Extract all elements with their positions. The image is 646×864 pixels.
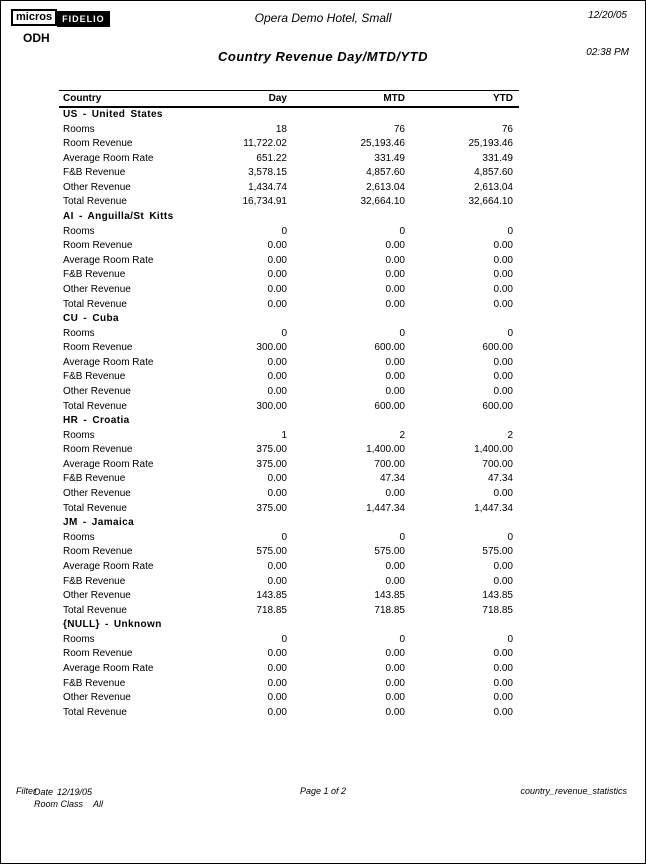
metric-value: 0.00 [385,385,405,397]
footer-filter-label: Filter [16,786,36,796]
metric-value: 25,193.46 [468,138,513,150]
metric-value: 0.00 [385,269,405,281]
metric-value: 0.00 [385,488,405,500]
metric-label: Other Revenue [63,283,131,295]
metric-value: 0.00 [385,706,405,718]
metric-value: 143.85 [374,590,405,602]
metric-value: 0.00 [385,240,405,252]
metric-value: 0.00 [267,371,287,383]
metric-value: 0.00 [385,692,405,704]
metric-row [59,443,519,458]
fidelio-logo-text: FIDELIO [57,11,110,27]
metric-value: 0.00 [493,240,513,252]
metric-label: F&B Revenue [63,575,126,587]
country-section-row [59,618,519,633]
property-code: ODH [23,31,50,45]
metric-value: 600.00 [482,342,513,354]
metric-label: Rooms [63,429,95,441]
metric-value: 0 [281,327,287,339]
metric-value: 0.00 [493,356,513,368]
metric-row [59,400,519,415]
metric-value: 375.00 [256,458,287,470]
metric-label: Room Revenue [63,342,133,354]
metric-value: 0.00 [385,356,405,368]
metric-value: 0.00 [493,648,513,660]
metric-value: 0.00 [267,662,287,674]
metric-value: 0.00 [493,385,513,397]
metric-value: 0 [281,225,287,237]
metric-value: 651.22 [256,152,287,164]
metric-value: 0.00 [267,269,287,281]
metric-label: Other Revenue [63,385,131,397]
metric-value: 0.00 [493,677,513,689]
metric-row [59,487,519,502]
metric-row [59,181,519,196]
metric-row [59,633,519,648]
metric-value: 32,664.10 [360,196,405,208]
metric-label: F&B Revenue [63,269,126,281]
country-section-row [59,516,519,531]
metric-label: Room Revenue [63,240,133,252]
footer-room-class-label: Room Class [34,799,84,809]
metric-row [59,327,519,342]
metric-value: 143.85 [482,590,513,602]
country-name: CU - Cuba [63,313,119,325]
metric-label: F&B Revenue [63,371,126,383]
column-header-country: Country [63,93,102,104]
metric-label: Rooms [63,225,95,237]
metric-label: Average Room Rate [63,662,154,674]
metric-value: 575.00 [256,546,287,558]
metric-value: 600.00 [374,400,405,412]
metric-value: 0 [399,633,405,645]
metric-value: 718.85 [256,604,287,616]
metric-value: 0 [399,225,405,237]
metric-value: 25,193.46 [360,138,405,150]
footer-room-class-line [34,798,103,810]
country-section-row [59,210,519,225]
metric-value: 0.00 [493,662,513,674]
metric-row [59,706,519,721]
metric-label: Average Room Rate [63,458,154,470]
metric-label: Total Revenue [63,400,127,412]
metric-label: F&B Revenue [63,167,126,179]
metric-label: Average Room Rate [63,356,154,368]
metric-value: 0.00 [385,371,405,383]
metric-value: 375.00 [256,444,287,456]
metric-row [59,575,519,590]
metric-value: 4,857.60 [366,167,405,179]
metric-row [59,604,519,619]
metric-value: 0.00 [385,575,405,587]
metric-row [59,385,519,400]
metric-row [59,195,519,210]
metric-value: 0.00 [493,283,513,295]
country-section-row [59,312,519,327]
metric-value: 0.00 [267,385,287,397]
metric-row [59,298,519,313]
metric-label: Room Revenue [63,444,133,456]
report-title: Country Revenue Day/MTD/YTD [218,49,428,64]
table-header-row [59,90,519,108]
country-name: JM - Jamaica [63,517,135,529]
metric-row [59,647,519,662]
metric-value: 0.00 [267,473,287,485]
metric-label: Other Revenue [63,590,131,602]
metric-label: F&B Revenue [63,677,126,689]
metric-label: Total Revenue [63,604,127,616]
metric-row [59,225,519,240]
metric-value: 0.00 [493,560,513,572]
metric-value: 16,734.91 [242,196,287,208]
metric-value: 0 [281,633,287,645]
metric-value: 300.00 [256,342,287,354]
metric-value: 331.49 [482,152,513,164]
metric-row [59,254,519,269]
metric-label: Total Revenue [63,196,127,208]
metric-label: Rooms [63,123,95,135]
country-name: HR - Croatia [63,415,130,427]
metric-row [59,545,519,560]
metric-value: 0.00 [267,283,287,295]
metric-value: 0.00 [385,648,405,660]
metric-row [59,152,519,167]
metric-label: Other Revenue [63,692,131,704]
micros-logo-text: micros [11,9,57,26]
report-table-body [59,108,519,720]
metric-value: 0.00 [267,298,287,310]
metric-value: 718.85 [482,604,513,616]
metric-value: 700.00 [374,458,405,470]
country-name: {NULL} - Unknown [63,619,162,631]
metric-value: 4,857.60 [474,167,513,179]
metric-label: Room Revenue [63,546,133,558]
metric-value: 0 [281,531,287,543]
metric-value: 0 [507,327,513,339]
metric-label: Total Revenue [63,502,127,514]
metric-row [59,691,519,706]
metric-value: 0.00 [385,298,405,310]
metric-row [59,356,519,371]
footer-room-class-value: All [93,799,104,809]
metric-row [59,370,519,385]
metric-row [59,677,519,692]
metric-value: 0.00 [267,677,287,689]
metric-value: 0.00 [493,692,513,704]
metric-value: 0.00 [267,254,287,266]
footer-date-label: Date [34,787,54,797]
metric-row [59,531,519,546]
metric-value: 0.00 [385,662,405,674]
metric-value: 76 [393,123,405,135]
metric-value: 700.00 [482,458,513,470]
metric-row [59,560,519,575]
print-time: 02:38 PM [586,47,629,58]
column-header-day: Day [268,93,287,104]
metric-value: 0.00 [385,283,405,295]
metric-row [59,472,519,487]
metric-label: Average Room Rate [63,560,154,572]
metric-value: 47.34 [379,473,405,485]
report-table [59,90,519,720]
metric-value: 0.00 [267,706,287,718]
metric-value: 32,664.10 [468,196,513,208]
metric-row [59,123,519,138]
metric-label: Room Revenue [63,648,133,660]
metric-value: 0.00 [493,298,513,310]
metric-value: 0 [507,633,513,645]
metric-label: Other Revenue [63,181,131,193]
metric-row [59,458,519,473]
metric-label: Rooms [63,531,95,543]
footer-report-name: country_revenue_statistics [520,786,627,796]
metric-value: 718.85 [374,604,405,616]
metric-row [59,589,519,604]
metric-value: 1,400.00 [474,444,513,456]
metric-value: 0.00 [493,254,513,266]
footer-page-number: Page 1 of 2 [299,786,347,796]
metric-label: Rooms [63,327,95,339]
metric-value: 0.00 [385,677,405,689]
metric-value: 575.00 [482,546,513,558]
metric-value: 0.00 [267,575,287,587]
metric-row [59,662,519,677]
metric-value: 0.00 [493,371,513,383]
metric-value: 0 [507,531,513,543]
metric-label: Total Revenue [63,298,127,310]
metric-value: 575.00 [374,546,405,558]
metric-value: 2 [507,429,513,441]
metric-value: 2 [399,429,405,441]
country-section-row [59,108,519,123]
country-name: US - United States [63,109,163,120]
metric-label: Rooms [63,633,95,645]
metric-value: 0.00 [385,560,405,572]
metric-value: 0 [399,327,405,339]
country-name: AI - Anguilla/St Kitts [63,211,174,223]
metric-value: 76 [501,123,513,135]
metric-value: 1,447.34 [366,502,405,514]
metric-value: 11,722.02 [243,138,287,150]
footer-date-value: 12/19/05 [57,787,93,797]
metric-value: 331.49 [374,152,405,164]
metric-value: 0.00 [493,488,513,500]
metric-value: 2,613.04 [474,181,513,193]
metric-label: Average Room Rate [63,254,154,266]
metric-row [59,502,519,517]
metric-value: 3,578.15 [248,167,287,179]
print-date: 12/20/05 [588,10,627,21]
metric-value: 0.00 [493,269,513,281]
metric-row [59,429,519,444]
metric-label: Other Revenue [63,488,131,500]
metric-label: Total Revenue [63,706,127,718]
metric-value: 0.00 [267,356,287,368]
metric-label: Room Revenue [63,138,133,150]
metric-value: 0.00 [385,254,405,266]
hotel-name: Opera Demo Hotel, Small [254,11,392,25]
metric-value: 0.00 [267,240,287,252]
metric-value: 47.34 [487,473,513,485]
metric-value: 0.00 [267,648,287,660]
metric-value: 0.00 [267,692,287,704]
metric-value: 1,400.00 [366,444,405,456]
metric-value: 0.00 [267,488,287,500]
metric-value: 1,447.34 [474,502,513,514]
metric-value: 600.00 [374,342,405,354]
metric-row [59,341,519,356]
metric-row [59,239,519,254]
metric-value: 0.00 [493,575,513,587]
metric-row [59,283,519,298]
metric-label: Average Room Rate [63,152,154,164]
country-section-row [59,414,519,429]
metric-value: 1 [281,429,287,441]
metric-value: 2,613.04 [366,181,405,193]
metric-row [59,268,519,283]
metric-value: 18 [275,123,287,135]
metric-value: 600.00 [482,400,513,412]
column-header-mtd: MTD [383,93,405,104]
metric-label: F&B Revenue [63,473,126,485]
metric-row [59,137,519,152]
metric-value: 0.00 [493,706,513,718]
metric-value: 0 [507,225,513,237]
metric-value: 0.00 [267,560,287,572]
metric-row [59,166,519,181]
metric-value: 143.85 [256,590,287,602]
metric-value: 300.00 [256,400,287,412]
column-header-ytd: YTD [493,93,513,104]
metric-value: 0 [399,531,405,543]
metric-value: 375.00 [256,502,287,514]
metric-value: 1,434.74 [248,181,287,193]
